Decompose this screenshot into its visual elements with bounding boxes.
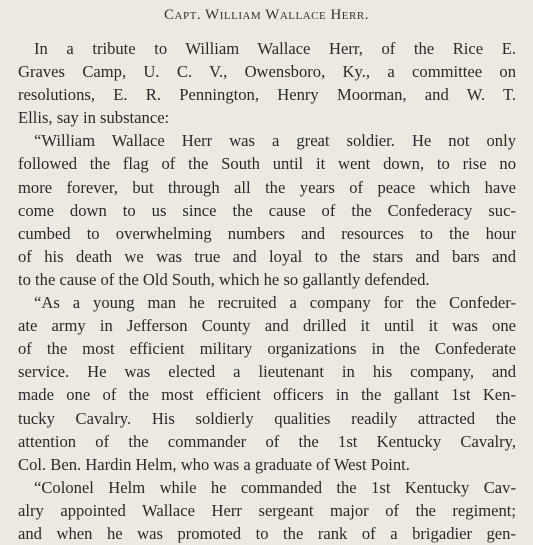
text-line: tucky Cavalry. His soldierly qualities readily attracted the bbox=[18, 408, 516, 428]
text-line: alry appointed Wallace Herr sergeant major of the regiment; bbox=[18, 500, 516, 520]
text-line: ate army in Jefferson County and drilled it until it was one bbox=[18, 316, 516, 336]
text-line: “As a young man he recruited a company for the Confeder- bbox=[34, 293, 516, 313]
text-line: come down to us since the cause of the Confederacy suc- bbox=[18, 200, 516, 220]
text-line: more forever, but through all the years of peace which have bbox=[18, 177, 516, 197]
text-line: cumbed to overwhelming numbers and resources to the hour bbox=[18, 223, 516, 243]
text-line: of his death we was true and loyal to the stars and bars and bbox=[18, 246, 516, 266]
text-line: of the most efficient military organizations in the Confederate bbox=[18, 339, 516, 359]
text-line: attention of the commander of the 1st Kentucky Cavalry, bbox=[18, 431, 516, 451]
text-line: to the cause of the Old South, which he so gallantly defended. bbox=[18, 269, 430, 289]
text-line: “Colonel Helm while he commanded the 1st Kentucky Cav- bbox=[34, 477, 516, 497]
text-line: “William Wallace Herr was a great soldier. He not only bbox=[34, 131, 516, 151]
article-body bbox=[18, 37, 516, 545]
text-line: made one of the most efficient officers in the gallant 1st Ken- bbox=[18, 385, 516, 405]
text-line: and when he was promoted to the rank of a brigadier gen- bbox=[18, 523, 516, 543]
text-line: Col. Ben. Hardin Helm, who was a graduate of West Point. bbox=[18, 454, 410, 474]
article-title: Capt. William Wallace Herr. bbox=[164, 7, 369, 23]
text-line: service. He was elected a lieutenant in his company, and bbox=[18, 362, 516, 382]
text-line: Graves Camp, U. C. V., Owensboro, Ky., a committee on bbox=[18, 62, 516, 82]
text-line: followed the flag of the South until it went down, to rise no bbox=[18, 154, 516, 174]
text-line: resolutions, E. R. Pennington, Henry Moorman, and W. T. bbox=[18, 85, 516, 105]
text-line: Ellis, say in substance: bbox=[18, 108, 170, 128]
text-line: In a tribute to William Wallace Herr, of the Rice E. bbox=[34, 39, 516, 58]
